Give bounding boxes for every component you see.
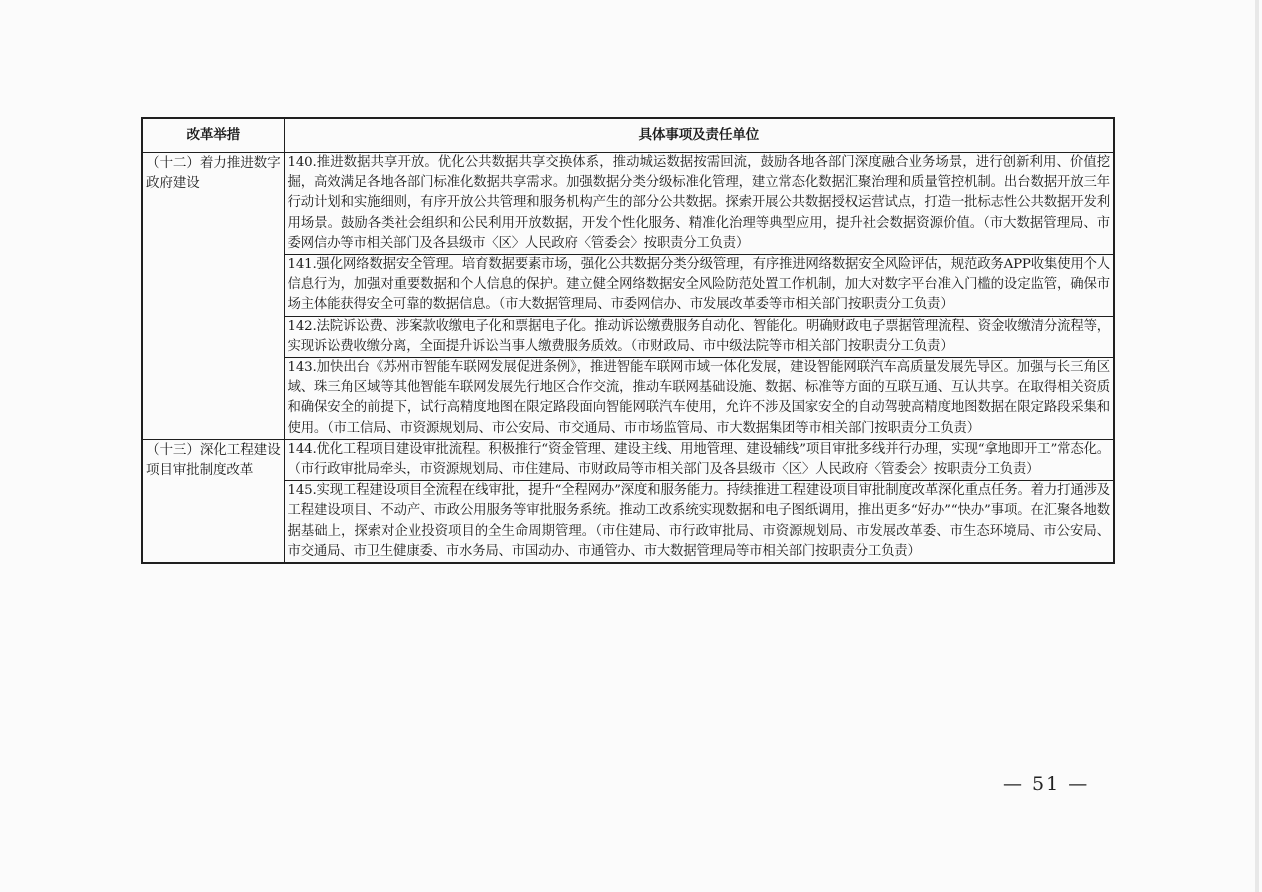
table-row [142,153,1114,255]
item-140: 140.推进数据共享开放。优化公共数据共享交换体系，推动城运数据按需回流，鼓励各地各部门深度融合业务场景，进行创新利用、价值挖掘，高效满足各地各部门标准化数据共享需求。加强数据分类分级标准化管理，建立常态化数据汇聚治理和质量管控机制。出台数据开放三年行动计划和实施细则，有序开放公共管理和服务机构产生的部分公共数据。探索开展公共数据授权运营试点，打造一批标志性公共数据开发利用场景。鼓励各类社会组织和公民利用开放数据，开发个性化服务、精准化治理等典型应用，提升社会数据资源价值。（市大数据管理局、市委网信办等市相关部门及各县级市〈区〉人民政府〈管委会〉按职责分工负责） [284,153,1114,255]
table-row [142,439,1114,480]
table-row [142,316,1114,357]
category-construction-approval: （十三）深化工程建设项目审批制度改革 [142,439,284,563]
item-144: 144.优化工程项目建设审批流程。积极推行“资金管理、建设主线、用地管理、建设辅线”项目审批多线并行办理，实现“拿地即开工”常态化。（市行政审批局牵头，市资源规划局、市住建局、市财政局等市相关部门及各县级市〈区〉人民政府〈管委会〉按职责分工负责） [284,439,1114,480]
header-specific-items: 具体事项及责任单位 [284,118,1114,153]
table-header-row [142,118,1114,153]
table-row [142,255,1114,317]
page-number: — 51 — [1003,773,1090,795]
category-digital-government: （十二）着力推进数字政府建设 [142,153,284,440]
item-143: 143.加快出台《苏州市智能车联网发展促进条例》，推进智能车联网市域一体化发展，建设智能网联汽车高质量发展先导区。加强与长三角区域、珠三角区域等其他智能车联网发展先行地区合作交流，推动车联网基础设施、数据、标准等方面的互联互通、互认共享。在取得相关资质和确保安全的前提下，试行高精度地图在限定路段面向智能网联汽车使用，允许不涉及国家安全的自动驾驶高精度地图数据在限定路段采集和使用。（市工信局、市资源规划局、市公安局、市交通局、市市场监管局、市大数据集团等市相关部门按职责分工负责） [284,358,1114,440]
item-145: 145.实现工程建设项目全流程在线审批，提升“全程网办”深度和服务能力。持续推进工程建设项目审批制度改革深化重点任务。着力打通涉及工程建设项目、不动产、市政公用服务等审批服务系统。推动工改系统实现数据和电子图纸调用，推出更多“好办”“快办”事项。在汇聚各地数据基础上，探索对企业投资项目的全生命周期管理。（市住建局、市行政审批局、市资源规划局、市发展改革委、市生态环境局、市公安局、市交通局、市卫生健康委、市水务局、市国动办、市通管办、市大数据管理局等市相关部门按职责分工负责） [284,481,1114,563]
table-row [142,481,1114,563]
item-141: 141.强化网络数据安全管理。培育数据要素市场，强化公共数据分类分级管理，有序推进网络数据安全风险评估，规范政务APP收集使用个人信息行为，加强对重要数据和个人信息的保护。建立健全网络数据安全风险防范处置工作机制，加大对数字平台准入门槛的设定监管，确保市场主体能获得安全可靠的数据信息。（市大数据管理局、市委网信办、市发展改革委等市相关部门按职责分工负责） [284,255,1114,317]
item-142: 142.法院诉讼费、涉案款收缴电子化和票据电子化。推动诉讼缴费服务自动化、智能化。明确财政电子票据管理流程、资金收缴清分流程等，实现诉讼费收缴分离，全面提升诉讼当事人缴费服务质效。（市财政局、市中级法院等市相关部门按职责分工负责） [284,316,1114,357]
page-edge [1255,0,1259,892]
table-row [142,358,1114,440]
header-reform-measure: 改革举措 [142,118,284,153]
reform-measures-table [141,117,1115,564]
